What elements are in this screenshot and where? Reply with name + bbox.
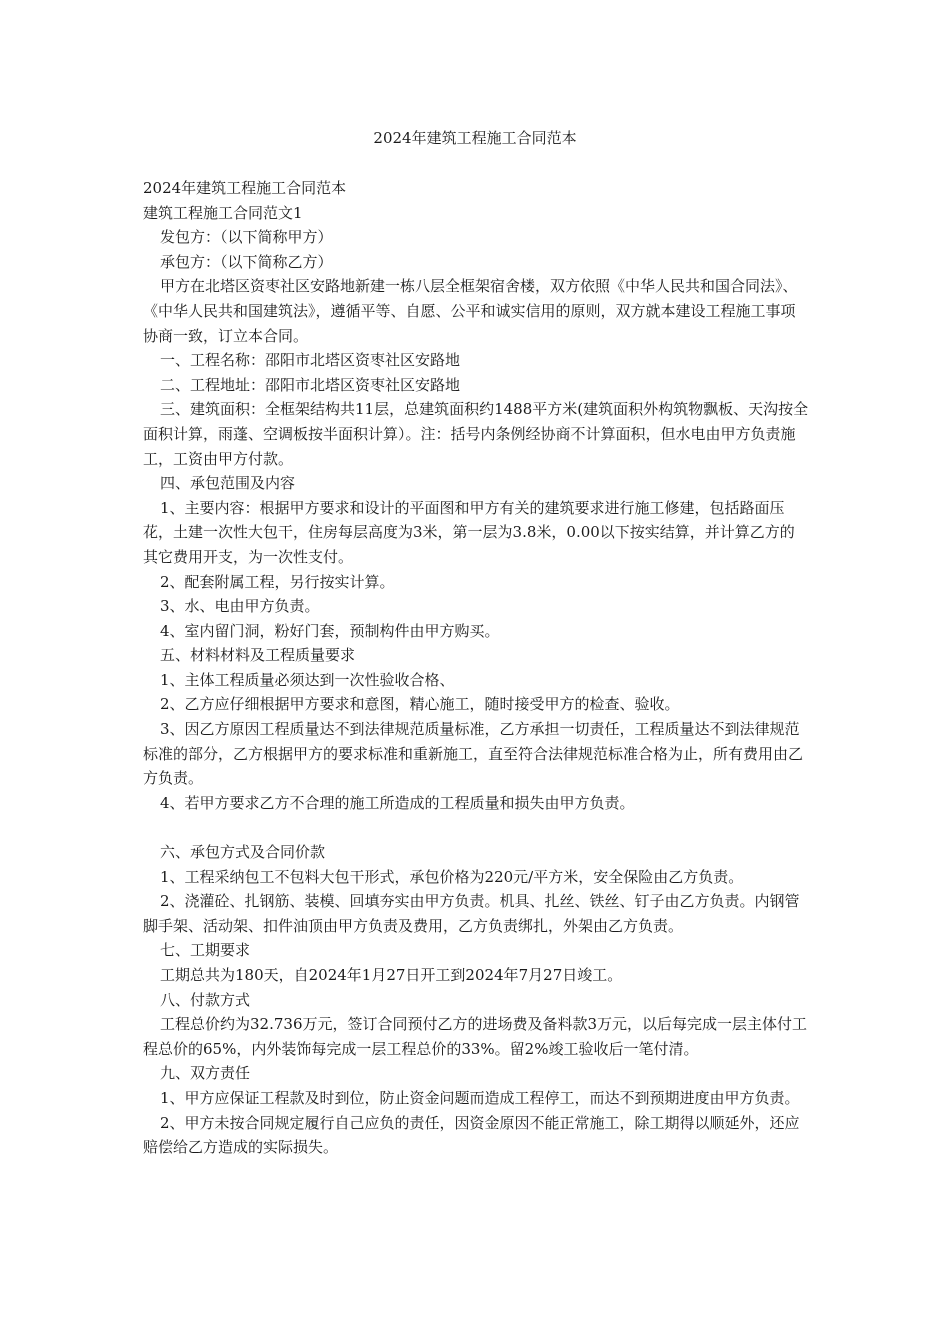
blank-line xyxy=(143,815,809,840)
paragraph: 1、主体工程质量必须达到一次性验收合格、 xyxy=(160,670,455,689)
paragraph: 1、主要内容：根据甲方要求和设计的平面图和甲方有关的建筑要求进行施工修建，包括路面压花，土建一次性大包干，住房每层高度为3米，第一层为3.8米，0.00以下按实结算，并计算乙方的其它费用开支，为一次性支付。 xyxy=(143,498,795,566)
paragraph: 甲方在北塔区资枣社区安路地新建一栋八层全框架宿舍楼，双方依照《中华人民共和国合同法》、《中华人民共和国建筑法》，遵循平等、自愿、公平和诚实信用的原则，双方就本建设工程施工事项协商一致，订立本合同。 xyxy=(143,277,798,345)
paragraph: 六、承包方式及合同价款 xyxy=(160,843,326,862)
paragraph: 2、乙方应仔细根据甲方要求和意图，精心施工，随时接受甲方的检查、验收。 xyxy=(160,695,680,714)
paragraph: 1、工程采纳包工不包料大包干形式，承包价格为220元/平方米，安全保险由乙方负责。 xyxy=(160,867,744,886)
paragraph: 建筑工程施工合同范文1 xyxy=(143,203,303,222)
paragraph: 3、水、电由甲方负责。 xyxy=(160,597,320,616)
paragraph: 3、因乙方原因工程质量达不到法律规范质量标准，乙方承担一切责任，工程质量达不到法律规范标准的部分，乙方根据甲方的要求标准和重新施工，直至符合法律规范标准合格为止，所有费用由乙方负责。 xyxy=(143,720,804,788)
paragraph: 三、建筑面积：全框架结构共11层，总建筑面积约1488平方米(建筑面积外构筑物飘板、天沟按全面积计算，雨蓬、空调板按半面积计算）。注：括号内条例经协商不计算面积，但水电由甲方负责施工，工资由甲方付款。 xyxy=(143,400,809,468)
paragraph: 发包方：（以下简称甲方） xyxy=(160,228,333,247)
paragraph: 承包方：（以下简称乙方） xyxy=(160,252,333,271)
paragraph: 工程总价约为32.736万元，签订合同预付乙方的进场费及备料款3万元，以后每完成一层主体付工程总价的65%，内外装饰每完成一层工程总价的33%。留2%竣工验收后一笔付清。 xyxy=(143,1015,808,1058)
paragraph: 4、若甲方要求乙方不合理的施工所造成的工程质量和损失由甲方负责。 xyxy=(160,793,635,812)
paragraph: 2024年建筑工程施工合同范本 xyxy=(143,179,347,197)
paragraph: 五、材料材料及工程质量要求 xyxy=(160,646,356,665)
paragraph: 2、配套附属工程，另行按实计算。 xyxy=(160,572,395,591)
paragraph: 九、双方责任 xyxy=(160,1064,251,1083)
paragraph: 二、工程地址：邵阳市北塔区资枣社区安路地 xyxy=(160,375,461,394)
paragraph: 四、承包范围及内容 xyxy=(160,474,296,493)
paragraph: 2、甲方未按合同规定履行自己应负的责任，因资金原因不能正常施工，除工期得以顺延外，还应赔偿给乙方造成的实际损失。 xyxy=(143,1113,800,1157)
document-title: 2024年建筑工程施工合同范本 xyxy=(373,129,577,147)
paragraph: 八、付款方式 xyxy=(160,990,251,1009)
paragraph: 1、甲方应保证工程款及时到位，防止资金问题而造成工程停工，而达不到预期进度由甲方负责。 xyxy=(160,1088,800,1107)
paragraph: 一、工程名称：邵阳市北塔区资枣社区安路地 xyxy=(160,351,461,370)
paragraph: 工期总共为180天，自2024年1月27日开工到2024年7月27日竣工。 xyxy=(160,966,623,984)
paragraph: 七、工期要求 xyxy=(160,941,251,960)
paragraph: 2、浇灌砼、扎钢筋、装模、回填夯实由甲方负责。机具、扎丝、铁丝、钉子由乙方负责。内钢管脚手架、活动架、扣件油顶由甲方负责及费用，乙方负责绑扎，外架由乙方负责。 xyxy=(143,892,800,935)
paragraph: 4、室内留门洞，粉好门套，预制构件由甲方购买。 xyxy=(160,621,500,640)
document-body xyxy=(143,176,809,1160)
